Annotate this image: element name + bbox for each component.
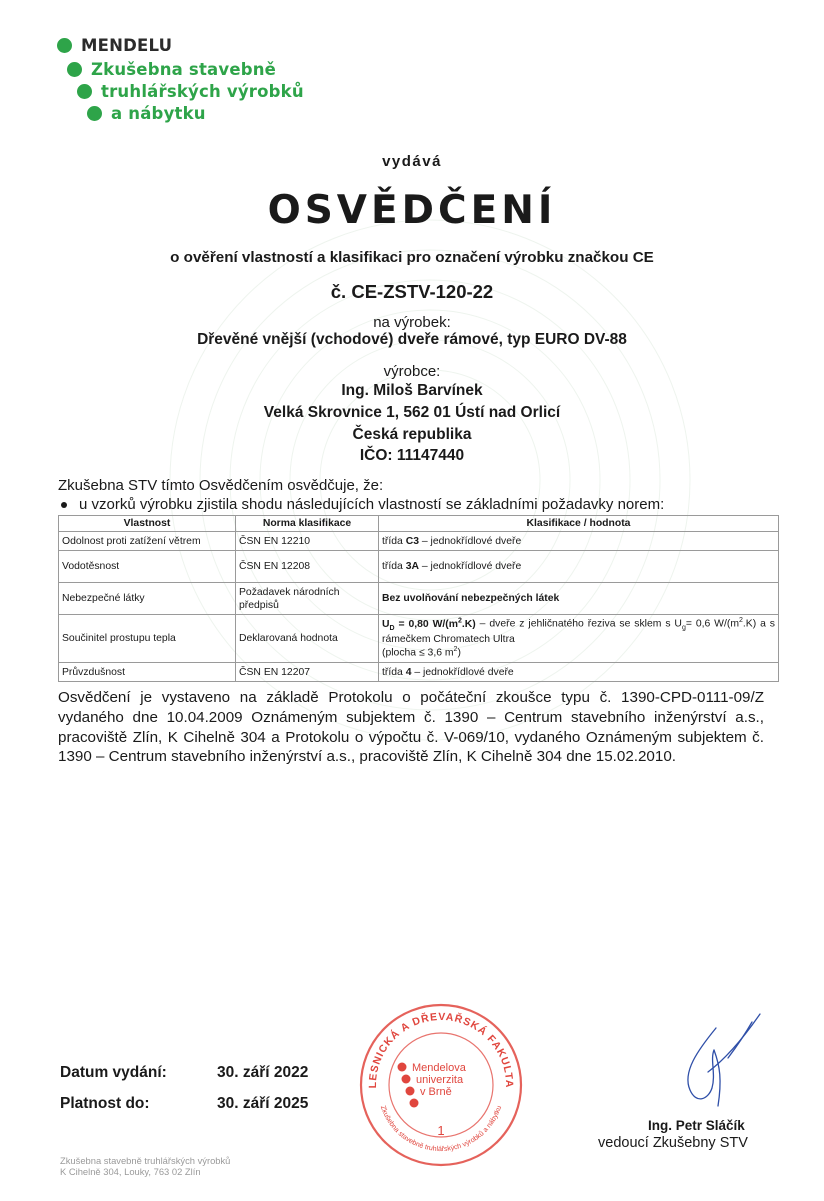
signature bbox=[668, 1010, 778, 1110]
issue-date-value: 30. září 2022 bbox=[217, 1064, 309, 1081]
issue-date-label: Datum vydání: bbox=[60, 1064, 167, 1081]
signatory-role: vedoucí Zkušebny STV bbox=[598, 1135, 748, 1151]
statement-bullet: u vzorků výrobku zjistila shodu následujících vlastností se základními požadavky norem: bbox=[58, 496, 664, 513]
manufacturer-label: výrobce: bbox=[383, 363, 441, 380]
signatory-name: Ing. Petr Sláčík bbox=[648, 1118, 745, 1133]
validity-date-label: Platnost do: bbox=[60, 1095, 150, 1112]
validity-date-value: 30. září 2025 bbox=[217, 1095, 309, 1112]
table-cell-property: Nebezpečné látky bbox=[59, 583, 236, 615]
table-cell-norm: ČSN EN 12208 bbox=[236, 551, 379, 583]
logo-line-2: Zkušebna stavebně bbox=[67, 60, 276, 79]
table-cell-property: Součinitel prostupu tepla bbox=[59, 615, 236, 663]
table-row bbox=[59, 583, 779, 615]
manufacturer-ico: IČO: 11147440 bbox=[359, 447, 465, 464]
page-title: OSVĚDČENÍ bbox=[267, 188, 557, 233]
manufacturer-country: Česká republika bbox=[352, 426, 472, 443]
logo-dot-icon bbox=[67, 62, 82, 77]
table-row bbox=[59, 663, 779, 682]
stamp-dot-icon bbox=[398, 1063, 407, 1072]
issues-label: vydává bbox=[382, 153, 442, 170]
stamp-inner-line-2: univerzita bbox=[416, 1074, 464, 1086]
table-row bbox=[59, 615, 779, 663]
column-header-property: Vlastnost bbox=[59, 516, 236, 532]
table-cell-classification: $U_D = 0,80$ $W/(m^2.K)$ – dveře z jehličnatého řeziva se sklem s $U_g= 0,6$ $W/(m^2.K)$ a s rámečkem Chromatech Ultra (plocha ≤ 3,6 $m^2$) bbox=[379, 615, 779, 663]
product-name: Dřevěné vnější (vchodové) dveře rámové, typ EURO DV-88 bbox=[197, 331, 627, 348]
table-cell-classification: třída 3A – jednokřídlové dveře bbox=[379, 551, 779, 583]
product-label: na výrobek: bbox=[373, 314, 451, 331]
table-row bbox=[59, 532, 779, 551]
logo-dot-icon bbox=[87, 106, 102, 121]
stamp-dot-icon bbox=[406, 1087, 415, 1096]
logo-dot-icon bbox=[77, 84, 92, 99]
official-stamp bbox=[356, 1000, 526, 1170]
column-header-classification: Klasifikace / hodnota bbox=[379, 516, 779, 532]
table-row bbox=[59, 551, 779, 583]
table-cell-norm: Deklarovaná hodnota bbox=[236, 615, 379, 663]
logo-line-1: MENDELU bbox=[57, 36, 172, 55]
column-header-norm: Norma klasifikace bbox=[236, 516, 379, 532]
logo-dot-icon bbox=[57, 38, 72, 53]
logo-line-3: truhlářských výrobků bbox=[77, 82, 304, 101]
statement-intro: Zkušebna STV tímto Osvědčením osvědčuje, že: bbox=[58, 477, 384, 494]
table-cell-norm: ČSN EN 12210 bbox=[236, 532, 379, 551]
manufacturer-name: Ing. Miloš Barvínek bbox=[341, 382, 483, 399]
table-cell-property: Vodotěsnost bbox=[59, 551, 236, 583]
stamp-inner-line-3: v Brně bbox=[420, 1086, 452, 1098]
table-cell-classification: třída C3 – jednokřídlové dveře bbox=[379, 532, 779, 551]
table-cell-property: Průvzdušnost bbox=[59, 663, 236, 682]
stamp-number: 1 bbox=[437, 1123, 445, 1138]
basis-paragraph: Osvědčení je vystaveno na základě Protokolu o počáteční zkoušce typu č. 1390-CPD-0111-09/Z vydaného dne 10.04.2009 Oznámeným subjektem č. 1390 – Centrum stavebního inženýrství a.s., pracoviště Zlín, K Cihelně 304 a Protokolu o výpočtu č. V-069/10, vydaného Oznámeným subjektem č. 1390 – Centrum stavebního inženýrství a.s., pracoviště Zlín, K Cihelně 304 dne 15.02.2010. bbox=[58, 689, 764, 766]
certificate-number: č. CE-ZSTV-120-22 bbox=[330, 281, 494, 302]
stamp-dot-icon bbox=[410, 1099, 419, 1108]
table-cell-norm: Požadavek národních předpisů bbox=[236, 583, 379, 615]
stamp-inner-line-1: Mendelova bbox=[412, 1062, 466, 1074]
manufacturer-address: Velká Skrovnice 1, 562 01 Ústí nad Orlicí bbox=[263, 404, 561, 421]
properties-table bbox=[58, 515, 779, 682]
table-cell-classification: třída 4 – jednokřídlové dveře bbox=[379, 663, 779, 682]
logo-line-4: a nábytku bbox=[87, 104, 206, 123]
stamp-outer-top-text: LESNICKÁ A DŘEVAŘSKÁ FAKULTA bbox=[366, 1010, 516, 1089]
footer-line-1: Zkušebna stavebně truhlářských výrobků bbox=[60, 1155, 231, 1166]
bullet-icon bbox=[61, 502, 67, 508]
table-cell-norm: ČSN EN 12207 bbox=[236, 663, 379, 682]
certificate-subtitle: o ověření vlastností a klasifikaci pro označení výrobku značkou CE bbox=[170, 249, 654, 266]
stamp-outer-bottom-text: Zkušebna stavebně truhlářských výrobků a nábytku bbox=[378, 1104, 504, 1154]
table-cell-property: Odolnost proti zatížení větrem bbox=[59, 532, 236, 551]
table-cell-classification: Bez uvolňování nebezpečných látek bbox=[379, 583, 779, 615]
stamp-dot-icon bbox=[402, 1075, 411, 1084]
footer-address bbox=[60, 1155, 230, 1177]
footer-line-2: K Cihelně 304, Louky, 763 02 Zlín bbox=[60, 1166, 201, 1177]
table-header-row bbox=[59, 516, 779, 532]
